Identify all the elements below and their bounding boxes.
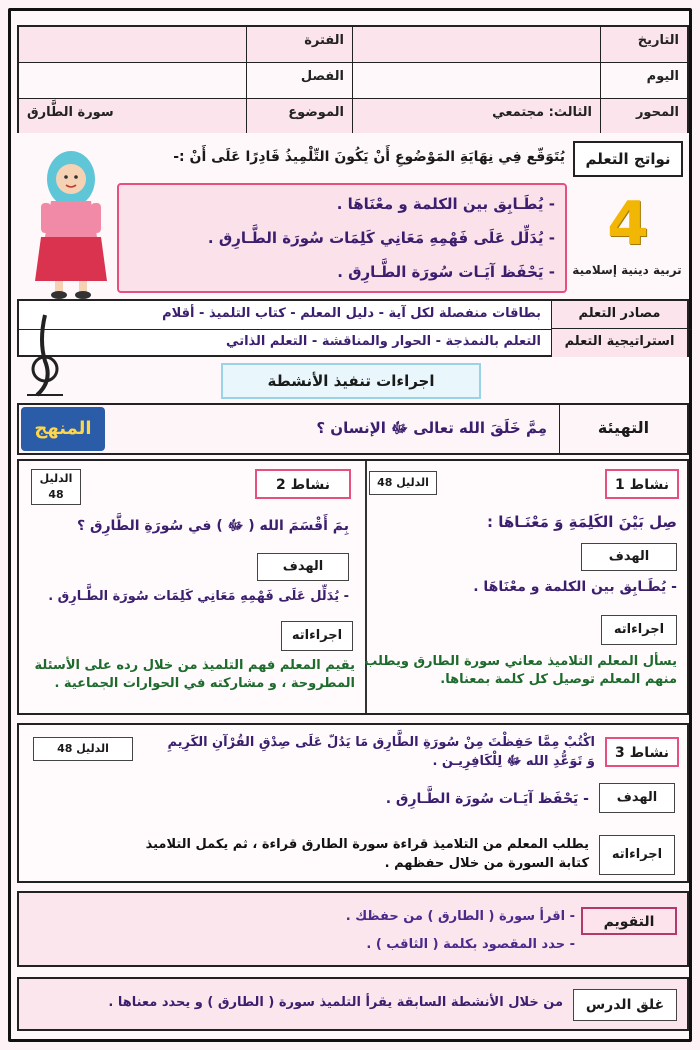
date-value[interactable] — [353, 27, 601, 63]
outcome-item: - يَحْفَظ آيَـات سُورَة الطَّـارِق . — [337, 263, 555, 281]
activity2-guide-num: 48 — [48, 488, 64, 501]
activity2-goal-label: الهدف — [257, 553, 349, 581]
outcomes-box — [117, 183, 567, 293]
procedures-title: اجراءات تنفيذ الأنشطة — [221, 363, 481, 399]
resources-value: بطاقات منفصلة لكل آية - دليل المعلم - كتاب التلميذ - أقلام — [162, 306, 541, 321]
logo-badge: المنهج — [21, 407, 105, 451]
activity1-title: نشاط 1 — [605, 469, 679, 499]
calligraphy-logo-icon — [19, 311, 71, 401]
activity1-guide: الدليل 48 — [369, 471, 437, 495]
outcome-item: - يُدَلِّل عَلَى فَهْمِهِ مَعَانِي كَلِمَات سُورَة الطَّـارِق . — [207, 229, 555, 247]
subject-label: تربية دينية إسلامية — [572, 263, 682, 277]
header-grid — [17, 25, 689, 133]
outcomes-intro: يُتَوَقّع فِي نِهَايَةِ المَوْضُوعِ أَنْ يَكُونَ التِّلْمِيذُ قَادِرًا عَلَى أَنْ :- — [173, 149, 565, 165]
outcomes-label: نواتج التعلم — [573, 141, 683, 177]
activity2-title: نشاط 2 — [255, 469, 351, 499]
day-label: اليوم — [601, 63, 687, 99]
activity1-prompt: صِل بَيْنَ الكَلِمَةِ وَ مَعْنَـاهَا : — [486, 513, 677, 531]
activity3-guide: الدليل 48 — [33, 737, 133, 761]
activity3-proc: يطلب المعلم من التلاميذ قراءة سورة الطارق قراءة ، ثم يكمل التلاميذ كتابة السورة من خلال حفظهم . — [145, 837, 589, 871]
girl-illustration-icon — [27, 141, 117, 301]
activity2-goal: - يُدَلِّل عَلَى فَهْمِهِ مَعَانِي كَلِمَات سُورَة الطَّـارِق . — [48, 589, 349, 604]
activity3-proc-label: اجراءاته — [599, 835, 675, 875]
activity1-proc-label: اجراءاته — [601, 615, 677, 645]
assessment-row — [17, 891, 689, 967]
assessment-item: - اقرأ سورة ( الطارق ) من حفظك . — [345, 909, 575, 924]
period-value[interactable] — [19, 27, 247, 63]
activity2-guide-label: الدليل — [39, 472, 73, 485]
warmup-label: التهيئة — [559, 405, 687, 453]
activity3-goal: - يَحْفَظ آيَـات سُورَة الطَّـارِق . — [385, 791, 589, 807]
topic-value: سورة الطَّارق — [19, 99, 247, 133]
axis-label: المحور — [601, 99, 687, 133]
resources-label: مصادر التعلم — [551, 301, 687, 329]
outcome-item: - يُطَـابِق بين الكلمة و معْنَاهَا . — [336, 195, 555, 213]
activity3-goal-label: الهدف — [599, 783, 675, 813]
strategies-value: التعلم بالنمذجة - الحوار والمناقشة - التعلم الذاتي — [226, 334, 541, 349]
activity3-container — [17, 723, 689, 883]
activity3-title: نشاط 3 — [605, 737, 679, 767]
closing-label: غلق الدرس — [573, 989, 677, 1021]
warmup-question: مِمَّ خَلَقَ الله تعالى ﷻ الإنسان ؟ — [316, 419, 547, 437]
activity1-goal-label: الهدف — [581, 543, 677, 571]
period-label: الفترة — [247, 27, 353, 63]
topic-label: الموضوع — [247, 99, 353, 133]
activity2-proc: يقيم المعلم فهم التلميذ من خلال رده على الأسئلة المطروحة ، و مشاركته في الحوارات الجماعية . — [34, 658, 355, 691]
lesson-plan-page — [8, 8, 692, 1042]
closing-value: من خلال الأنشطة السابقة يقرأ التلميذ سورة ( الطارق ) و يحدد معناها . — [108, 995, 563, 1010]
closing-row — [17, 977, 689, 1031]
assessment-item: - حدد المقصود بكلمة ( الثاقب ) . — [366, 937, 575, 952]
class-label: الفصل — [247, 63, 353, 99]
grade-number: 4 — [607, 189, 649, 259]
activity2-guide — [31, 469, 81, 505]
activity1-proc: يسأل المعلم التلاميذ معاني سورة الطارق ويطلب منهم المعلم توصيل كل كلمة بمعناها. — [364, 654, 677, 687]
resources-strategy-table — [17, 299, 689, 357]
strategies-label: استراتيجية التعلم — [551, 329, 687, 357]
activity3-prompt: اكْتُبْ مِمَّا حَفِظْتَ مِنْ سُورَةِ الطَّارِق مَا يَدُلّ عَلَى صِدْقِ القُرْآنِ الكَرِيمِ وَ تَوَعُّدِ الله ﷻ لِلْكَافِرِيـن . — [167, 735, 595, 769]
axis-value: الثالث: مجتمعي — [353, 99, 601, 133]
activity2-prompt: بِمَ أَقْسَمَ الله ( ﷻ ) في سُورَةِ الطَّارِق ؟ — [76, 518, 349, 534]
date-label: التاريخ — [601, 27, 687, 63]
class-value[interactable] — [19, 63, 247, 99]
activity2-proc-label: اجراءاته — [281, 621, 353, 651]
assessment-label: التقويم — [581, 907, 677, 935]
activity1-goal: - يُطَـابِق بين الكلمة و معْنَاهَا . — [473, 579, 677, 595]
day-value[interactable] — [353, 63, 601, 99]
grade-badge — [587, 189, 669, 265]
warmup-row — [17, 403, 689, 455]
activities-1-2-container — [17, 459, 689, 715]
